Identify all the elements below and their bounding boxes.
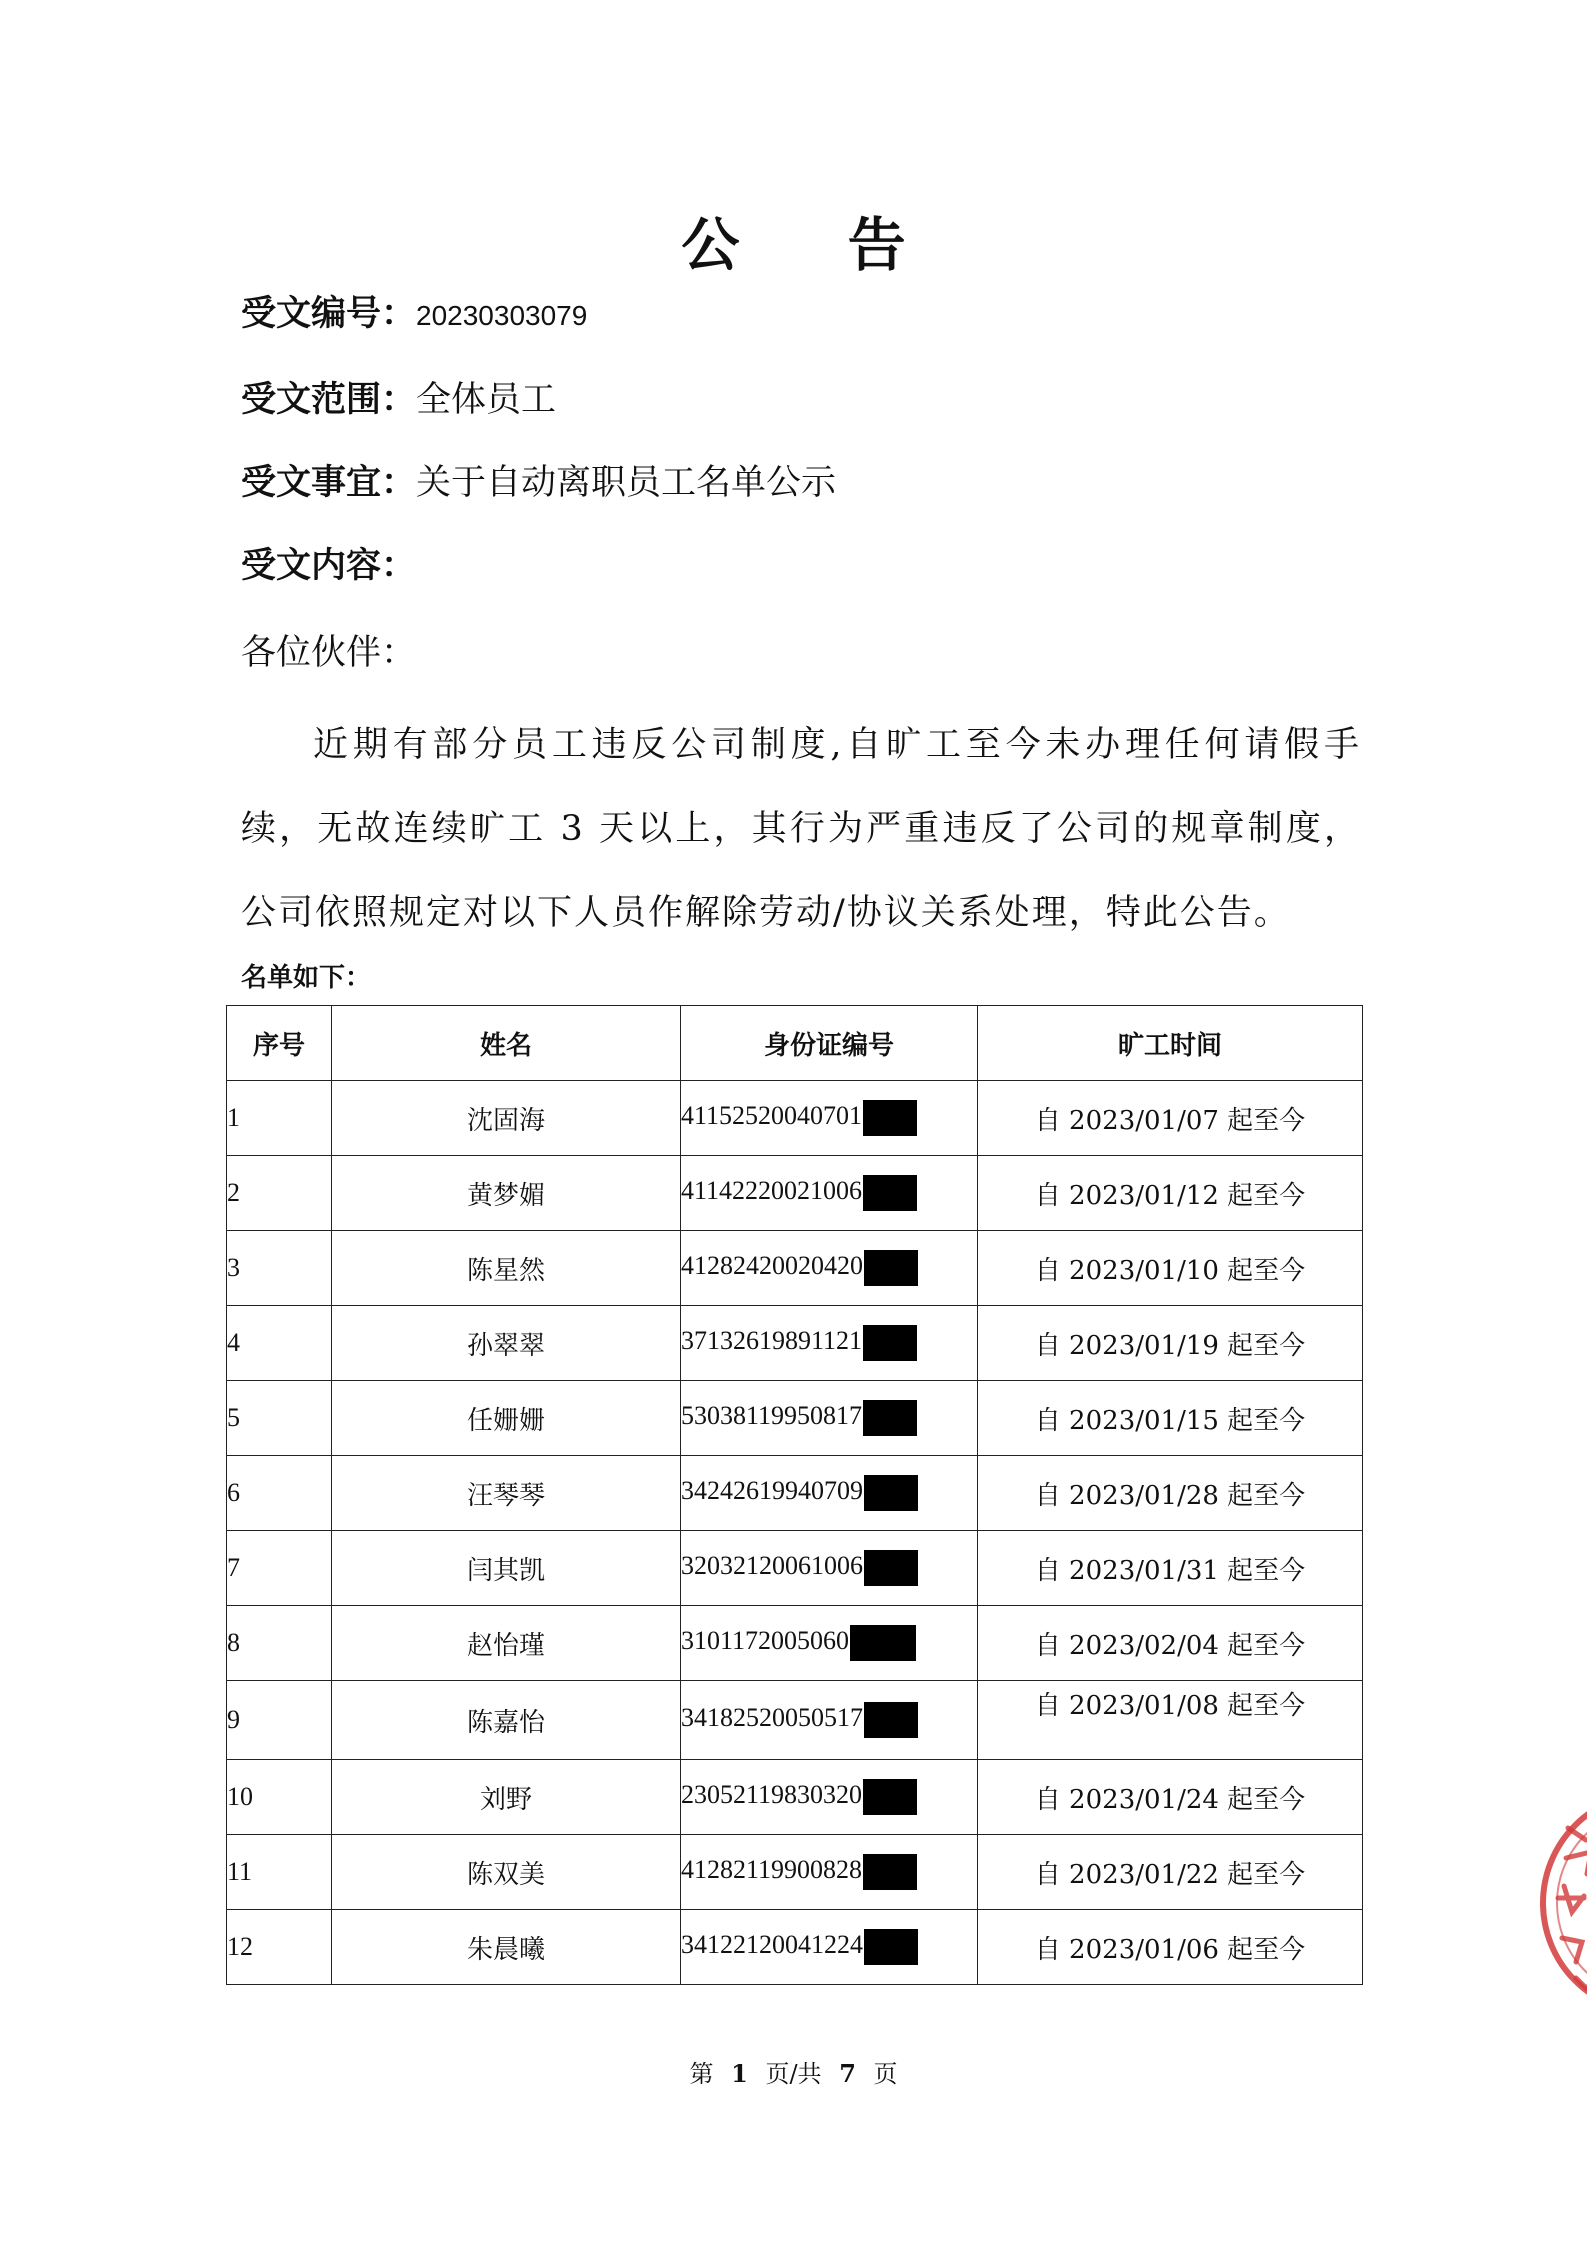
meta-value: 关于自动离职员工名单公示 (416, 463, 837, 503)
cell-time: 自 2023/01/24 起至今 (978, 1760, 1363, 1835)
cell-id (681, 1606, 978, 1681)
redaction-bar (864, 1475, 918, 1511)
header-name: 姓名 (332, 1006, 681, 1081)
cell-name: 汪琴琴 (332, 1456, 681, 1531)
redaction-bar (863, 1325, 917, 1361)
table-header-row (227, 1006, 1363, 1081)
meta-row-doc-number (241, 292, 587, 338)
meta-row-content (241, 544, 416, 588)
table-row (227, 1456, 1363, 1531)
redaction-bar (863, 1779, 917, 1815)
table-row (227, 1606, 1363, 1681)
cell-name: 黄梦媚 (332, 1156, 681, 1231)
redaction-bar (864, 1929, 918, 1965)
header-id: 身份证编号 (681, 1006, 978, 1081)
table-row (227, 1156, 1363, 1231)
body-paragraph: 近期有部分员工违反公司制度,自旷工至今未办理任何请假手续，无故连续旷工 3 天以上，其行为严重违反了公司的规章制度，公司依照规定对以下人员作解除劳动/协议关系处理，特此公告。 (241, 725, 1361, 933)
meta-row-scope (241, 378, 556, 422)
redaction-bar (850, 1625, 916, 1661)
cell-time: 自 2023/01/10 起至今 (978, 1231, 1363, 1306)
greeting: 各位伙伴： (241, 633, 417, 673)
header-time: 旷工时间 (978, 1006, 1363, 1081)
id-visible: 34182520050517 (681, 1702, 863, 1732)
cell-id (681, 1835, 978, 1910)
page-footer (0, 2054, 1587, 2089)
header-no: 序号 (227, 1006, 332, 1081)
cell-no: 10 (227, 1760, 332, 1835)
table-row (227, 1081, 1363, 1156)
id-visible: 37132619891121 (681, 1325, 863, 1355)
table-row (227, 1681, 1363, 1760)
cell-no: 8 (227, 1606, 332, 1681)
cell-name: 刘野 (332, 1760, 681, 1835)
redaction-bar (864, 1550, 918, 1586)
meta-label: 受文事宜： (241, 462, 417, 503)
cell-no: 1 (227, 1081, 332, 1156)
table-row (227, 1231, 1363, 1306)
cell-no: 3 (227, 1231, 332, 1306)
id-visible: 53038119950817 (681, 1400, 863, 1430)
table-row (227, 1306, 1363, 1381)
id-visible: 41142220021006 (681, 1175, 863, 1205)
meta-label: 受文范围： (241, 379, 417, 420)
cell-time: 自 2023/01/06 起至今 (978, 1910, 1363, 1985)
id-visible: 41152520040701 (681, 1100, 863, 1130)
cell-time: 自 2023/02/04 起至今 (978, 1606, 1363, 1681)
cell-time: 自 2023/01/19 起至今 (978, 1306, 1363, 1381)
cell-no: 2 (227, 1156, 332, 1231)
cell-id (681, 1231, 978, 1306)
roster-table (226, 1005, 1363, 1985)
cell-id (681, 1456, 978, 1531)
table-row (227, 1381, 1363, 1456)
cell-no: 12 (227, 1910, 332, 1985)
page-title: 公 告 (681, 211, 950, 279)
redaction-bar (863, 1175, 917, 1211)
table-row (227, 1910, 1363, 1985)
cell-name: 孙翠翠 (332, 1306, 681, 1381)
meta-label: 受文编号： (241, 293, 417, 334)
cell-name: 闫其凯 (332, 1531, 681, 1606)
cell-time: 自 2023/01/07 起至今 (978, 1081, 1363, 1156)
cell-no: 4 (227, 1306, 332, 1381)
meta-value: 全体员工 (416, 380, 557, 420)
cell-name: 陈嘉怡 (332, 1681, 681, 1760)
cell-no: 9 (227, 1681, 332, 1760)
cell-id (681, 1306, 978, 1381)
cell-id (681, 1531, 978, 1606)
redaction-bar (863, 1100, 917, 1136)
cell-no: 5 (227, 1381, 332, 1456)
meta-value: 20230303079 (416, 300, 588, 331)
cell-name: 陈双美 (332, 1835, 681, 1910)
cell-time: 自 2023/01/28 起至今 (978, 1456, 1363, 1531)
cell-id (681, 1081, 978, 1156)
list-label: 名单如下： (241, 963, 372, 993)
redaction-bar (863, 1854, 917, 1890)
id-visible: 32032120061006 (681, 1550, 863, 1580)
id-visible: 34242619940709 (681, 1475, 863, 1505)
cell-id (681, 1760, 978, 1835)
footer-total-pages: 7 (839, 2059, 856, 2088)
redaction-bar (864, 1250, 918, 1286)
cell-name: 沈固海 (332, 1081, 681, 1156)
id-visible: 23052119830320 (681, 1779, 863, 1809)
cell-time: 自 2023/01/22 起至今 (978, 1835, 1363, 1910)
cell-name: 任姗姗 (332, 1381, 681, 1456)
cell-id (681, 1681, 978, 1760)
cell-id (681, 1381, 978, 1456)
footer-suffix: 页 (873, 2060, 898, 2088)
table-row (227, 1531, 1363, 1606)
footer-prefix: 第 (689, 2060, 714, 2088)
table-row (227, 1760, 1363, 1835)
cell-no: 11 (227, 1835, 332, 1910)
id-visible: 34122120041224 (681, 1929, 863, 1959)
cell-id (681, 1156, 978, 1231)
cell-time: 自 2023/01/08 起至今 (978, 1681, 1363, 1760)
redaction-bar (864, 1702, 918, 1738)
id-visible: 3101172005060 (681, 1625, 850, 1655)
cell-time: 自 2023/01/31 起至今 (978, 1531, 1363, 1606)
cell-no: 6 (227, 1456, 332, 1531)
cell-name: 朱晨曦 (332, 1910, 681, 1985)
meta-label: 受文内容： (241, 545, 417, 586)
cell-no: 7 (227, 1531, 332, 1606)
footer-middle: 页/共 (765, 2060, 822, 2088)
cell-time: 自 2023/01/15 起至今 (978, 1381, 1363, 1456)
cell-name: 陈星然 (332, 1231, 681, 1306)
id-visible: 41282119900828 (681, 1854, 863, 1884)
footer-page-number: 1 (731, 2059, 748, 2088)
id-visible: 41282420020420 (681, 1250, 863, 1280)
meta-row-subject (241, 461, 836, 505)
cell-name: 赵怡瑾 (332, 1606, 681, 1681)
redaction-bar (863, 1400, 917, 1436)
cell-id (681, 1910, 978, 1985)
table-row (227, 1835, 1363, 1910)
company-seal-stamp (1528, 1788, 1587, 2048)
cell-time: 自 2023/01/12 起至今 (978, 1156, 1363, 1231)
